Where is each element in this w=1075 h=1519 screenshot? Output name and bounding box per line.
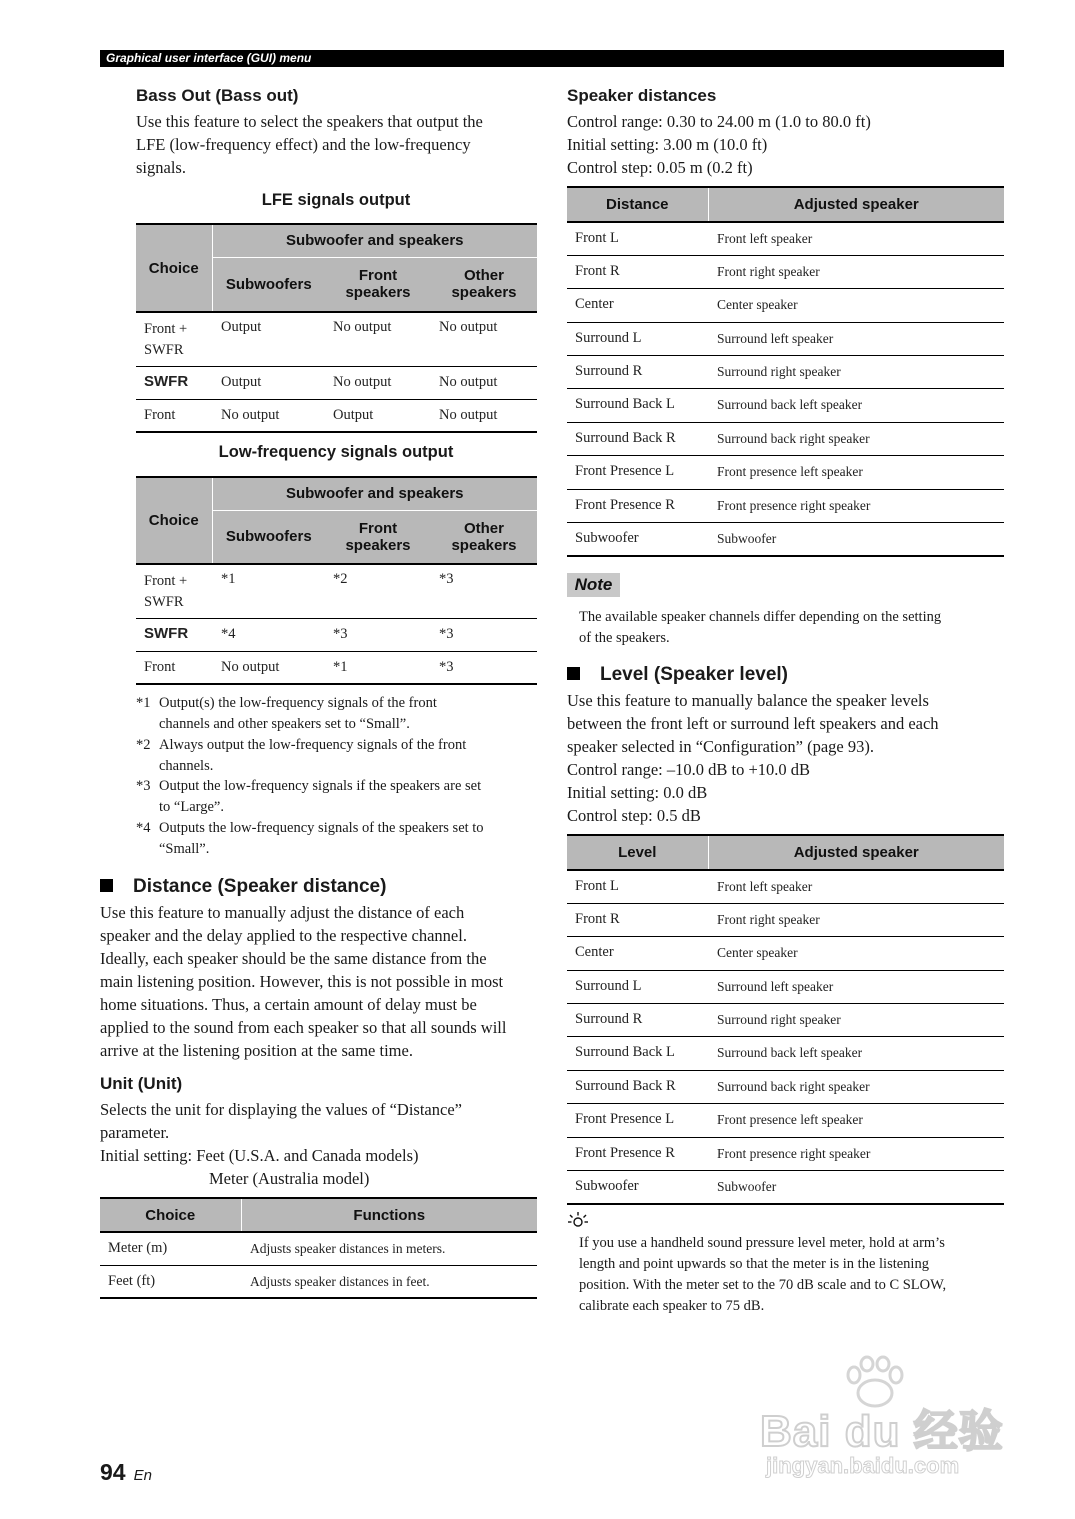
- section-header-label: Graphical user interface (GUI) menu: [106, 51, 312, 65]
- cell-level: Front Presence L: [567, 1104, 708, 1137]
- unit-heading: Unit (Unit): [100, 1074, 183, 1093]
- table-row: [567, 489, 1004, 522]
- cell-distance: Surround Back L: [567, 389, 708, 422]
- footnote-mark: *1: [136, 695, 151, 711]
- cell-level: Surround Back L: [567, 1037, 708, 1070]
- level-table: [567, 834, 1004, 1205]
- level-heading-text: Level (Speaker level): [600, 664, 788, 685]
- text-line: of the speakers.: [579, 630, 670, 646]
- cell-sub: Output: [212, 312, 325, 366]
- tip-text: [579, 1233, 1004, 1317]
- text-line: Selects the unit for displaying the values of “Distance”: [100, 1100, 462, 1119]
- cell-front: *2: [325, 564, 431, 618]
- cell-speaker: Surround left speaker: [708, 970, 1004, 1003]
- table-row: [136, 399, 537, 432]
- col-header-distance: Distance: [567, 187, 708, 222]
- cell-level: Surround R: [567, 1004, 708, 1037]
- cell-speaker: Front left speaker: [708, 222, 1004, 255]
- table-row: [567, 970, 1004, 1003]
- cell-function: Adjusts speaker distances in feet.: [241, 1265, 537, 1298]
- cell-choice: Front + SWFR: [136, 312, 212, 366]
- cell-choice: SWFR: [136, 618, 212, 651]
- col-header-choice: Choice: [100, 1198, 241, 1232]
- cell-level: Front L: [567, 870, 708, 903]
- table-row: [136, 366, 537, 399]
- cell-speaker: Surround left speaker: [708, 322, 1004, 355]
- page-footer: [100, 1459, 152, 1486]
- table-row: [100, 1265, 537, 1298]
- cell-speaker: Front presence left speaker: [708, 1104, 1004, 1137]
- footnote-mark: *4: [136, 820, 151, 836]
- cell-level: Center: [567, 937, 708, 970]
- cell-speaker: Center speaker: [708, 289, 1004, 322]
- speaker-distances-description: [567, 110, 1004, 179]
- text-line: Meter (Australia model): [209, 1169, 370, 1188]
- footnote-text: channels and other speakers set to “Small”.: [159, 715, 410, 732]
- table-row: [136, 312, 537, 366]
- cell-other: *3: [431, 651, 537, 684]
- cell-level: Subwoofer: [567, 1171, 708, 1204]
- low-frequency-table: [136, 476, 537, 685]
- text-line: speaker selected in “Configuration” (page 93).: [567, 737, 874, 756]
- table-row: [567, 389, 1004, 422]
- cell-distance: Front Presence L: [567, 456, 708, 489]
- bass-out-description: [136, 110, 536, 179]
- footnote-text: Outputs the low-frequency signals of the speakers set to: [159, 820, 484, 836]
- distance-heading-text: Distance (Speaker distance): [133, 876, 387, 897]
- cell-other: No output: [431, 312, 537, 366]
- cell-distance: Surround L: [567, 322, 708, 355]
- cell-speaker: Subwoofer: [708, 1171, 1004, 1204]
- text-line: parameter.: [100, 1123, 170, 1142]
- table-row: [136, 618, 537, 651]
- cell-sub: No output: [212, 399, 325, 432]
- text-line: position. With the meter set to the 70 dB scale and to C SLOW,: [579, 1277, 947, 1293]
- baidu-watermark: [760, 1355, 1010, 1485]
- cell-other: No output: [431, 366, 537, 399]
- cell-front: *1: [325, 651, 431, 684]
- cell-other: *3: [431, 564, 537, 618]
- table-row: [567, 255, 1004, 288]
- text-line: The available speaker channels differ depending on the setting: [579, 609, 942, 625]
- text-line: calibrate each speaker to 75 dB.: [579, 1298, 765, 1314]
- square-bullet-icon: [567, 667, 580, 680]
- watermark-brand: Bai du 经验: [760, 1407, 1004, 1456]
- col-header-group: Subwoofer and speakers: [212, 224, 537, 257]
- note-label: Note: [567, 573, 620, 597]
- cell-distance: Subwoofer: [567, 523, 708, 556]
- cell-sub: No output: [212, 651, 325, 684]
- text-line: arrive at the listening position at the same time.: [100, 1041, 413, 1060]
- table-row: [567, 1070, 1004, 1103]
- cell-choice: Meter (m): [100, 1232, 241, 1265]
- cell-level: Front Presence R: [567, 1137, 708, 1170]
- col-header-subwoofers: Subwoofers: [212, 510, 325, 564]
- cell-choice: Front: [136, 399, 212, 432]
- table-row: [567, 1171, 1004, 1204]
- col-header-group: Subwoofer and speakers: [212, 477, 537, 510]
- cell-level: Surround L: [567, 970, 708, 1003]
- table-row: [567, 937, 1004, 970]
- section-header-bar: [100, 50, 1004, 67]
- cell-level: Surround Back R: [567, 1070, 708, 1103]
- text-line: Control range: 0.30 to 24.00 m (1.0 to 80.0 ft): [567, 112, 871, 131]
- text-line: home situations. Thus, a certain amount of delay must be: [100, 995, 477, 1014]
- cell-speaker: Front right speaker: [708, 255, 1004, 288]
- cell-front: No output: [325, 366, 431, 399]
- table-row: [567, 1004, 1004, 1037]
- cell-other: *3: [431, 618, 537, 651]
- footnote-text: Output(s) the low-frequency signals of the front: [159, 695, 437, 711]
- text-line: Control range: –10.0 dB to +10.0 dB: [567, 760, 811, 779]
- col-header-other: Other speakers: [431, 510, 537, 564]
- cell-speaker: Surround back left speaker: [708, 389, 1004, 422]
- cell-front: No output: [325, 312, 431, 366]
- cell-choice: SWFR: [136, 366, 212, 399]
- text-line: main listening position. However, this is not possible in most: [100, 972, 504, 991]
- tip-icon: [567, 1211, 589, 1229]
- cell-choice: Feet (ft): [100, 1265, 241, 1298]
- distance-description: [100, 901, 540, 1062]
- cell-distance: Front L: [567, 222, 708, 255]
- col-header-choice: Choice: [136, 477, 212, 564]
- lfe-table: [136, 223, 537, 433]
- square-bullet-icon: [100, 879, 113, 892]
- cell-speaker: Surround back right speaker: [708, 422, 1004, 455]
- table-row: [567, 456, 1004, 489]
- cell-speaker: Surround back left speaker: [708, 1037, 1004, 1070]
- footnote-1: [136, 693, 536, 735]
- text-line: Use this feature to manually balance the speaker levels: [567, 691, 929, 710]
- unit-table: [100, 1197, 537, 1299]
- text-line: speaker and the delay applied to the respective channel.: [100, 926, 467, 945]
- cell-speaker: Front presence left speaker: [708, 456, 1004, 489]
- footnote-text: “Small”.: [159, 840, 210, 857]
- text-line: Use this feature to select the speakers that output the: [136, 112, 483, 131]
- col-header-front: Front speakers: [325, 257, 431, 312]
- table-row: [567, 422, 1004, 455]
- footnote-4: [136, 818, 536, 860]
- text-line: Use this feature to manually adjust the distance of each: [100, 903, 465, 922]
- table-row: [567, 1104, 1004, 1137]
- table-row: [136, 564, 537, 618]
- cell-distance: Front Presence R: [567, 489, 708, 522]
- table-row: [567, 903, 1004, 936]
- table-row: [567, 289, 1004, 322]
- text-line: signals.: [136, 158, 186, 177]
- footnote-mark: *2: [136, 737, 151, 753]
- page-number: 94: [100, 1459, 126, 1485]
- table-row: [100, 1232, 537, 1265]
- text-line: Initial setting: 0.0 dB: [567, 783, 708, 802]
- cell-speaker: Surround right speaker: [708, 1004, 1004, 1037]
- footnote-2: [136, 735, 536, 777]
- table-row: [567, 356, 1004, 389]
- table-row: [567, 870, 1004, 903]
- text-line: Control step: 0.05 m (0.2 ft): [567, 158, 753, 177]
- cell-speaker: Center speaker: [708, 937, 1004, 970]
- text-line: length and point upwards so that the meter is in the listening: [579, 1256, 929, 1272]
- text-line: applied to the sound from each speaker so that all sounds will: [100, 1018, 507, 1037]
- footnote-text: Output the low-frequency signals if the speakers are set: [159, 778, 482, 794]
- distance-heading: [100, 876, 386, 898]
- footnote-3: [136, 776, 536, 818]
- text-line: Initial setting: 3.00 m (10.0 ft): [567, 135, 768, 154]
- lfe-table-title: LFE signals output: [261, 191, 411, 209]
- col-header-adjusted-speaker: Adjusted speaker: [708, 835, 1004, 870]
- col-header-subwoofers: Subwoofers: [212, 257, 325, 312]
- col-header-front: Front speakers: [325, 510, 431, 564]
- cell-speaker: Surround right speaker: [708, 356, 1004, 389]
- col-header-adjusted-speaker: Adjusted speaker: [708, 187, 1004, 222]
- cell-sub: *4: [212, 618, 325, 651]
- cell-speaker: Front presence right speaker: [708, 489, 1004, 522]
- cell-front: Output: [325, 399, 431, 432]
- text-line: Initial setting: Feet (U.S.A. and Canada models): [100, 1146, 419, 1165]
- table-row: [567, 1037, 1004, 1070]
- text-line: Control step: 0.5 dB: [567, 806, 701, 825]
- cell-speaker: Front right speaker: [708, 903, 1004, 936]
- watermark-url: jingyan.baidu.com: [766, 1453, 960, 1478]
- cell-distance: Surround R: [567, 356, 708, 389]
- footnote-text: Always output the low-frequency signals of the front: [159, 737, 467, 753]
- footnote-mark: *3: [136, 778, 151, 794]
- low-table-title: Low-frequency signals output: [218, 443, 454, 461]
- cell-speaker: Surround back right speaker: [708, 1070, 1004, 1103]
- level-description: [567, 689, 1004, 827]
- speaker-distances-heading: Speaker distances: [567, 86, 717, 105]
- speaker-distances-table: [567, 186, 1004, 557]
- cell-choice: Front: [136, 651, 212, 684]
- text-line: If you use a handheld sound pressure level meter, hold at arm’s: [579, 1235, 945, 1251]
- cell-choice: Front + SWFR: [136, 564, 212, 618]
- page-lang: En: [133, 1467, 152, 1484]
- cell-function: Adjusts speaker distances in meters.: [241, 1232, 537, 1265]
- note-text: [579, 607, 1004, 649]
- table-row: [567, 222, 1004, 255]
- col-header-other: Other speakers: [431, 257, 537, 312]
- level-heading: [567, 664, 788, 686]
- col-header-functions: Functions: [241, 1198, 537, 1232]
- table-row: [567, 322, 1004, 355]
- cell-distance: Center: [567, 289, 708, 322]
- cell-sub: Output: [212, 366, 325, 399]
- cell-distance: Surround Back R: [567, 422, 708, 455]
- col-header-choice: Choice: [136, 224, 212, 312]
- cell-other: No output: [431, 399, 537, 432]
- cell-level: Front R: [567, 903, 708, 936]
- cell-front: *3: [325, 618, 431, 651]
- col-header-level: Level: [567, 835, 708, 870]
- cell-distance: Front R: [567, 255, 708, 288]
- cell-speaker: Front left speaker: [708, 870, 1004, 903]
- table-row: [567, 523, 1004, 556]
- bass-out-heading: Bass Out (Bass out): [136, 86, 299, 105]
- cell-speaker: Front presence right speaker: [708, 1137, 1004, 1170]
- cell-speaker: Subwoofer: [708, 523, 1004, 556]
- footnote-text: to “Large”.: [159, 798, 224, 815]
- table-row: [567, 1137, 1004, 1170]
- text-line: between the front left or surround left speakers and each: [567, 714, 939, 733]
- text-line: Ideally, each speaker should be the same distance from the: [100, 949, 487, 968]
- table-row: [136, 651, 537, 684]
- footnote-text: channels.: [159, 757, 214, 774]
- text-line: LFE (low-frequency effect) and the low-frequency: [136, 135, 471, 154]
- unit-description: [100, 1098, 540, 1190]
- cell-sub: *1: [212, 564, 325, 618]
